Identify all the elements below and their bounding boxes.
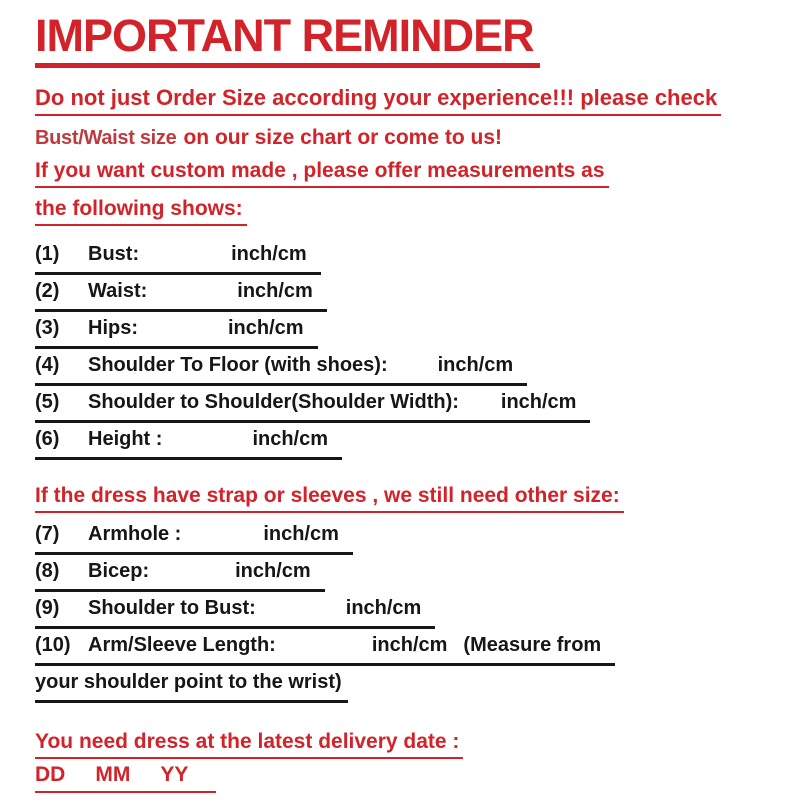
measurement-row-shoulder-width (35, 391, 772, 423)
size-chart-note (35, 126, 772, 153)
measurement-label: Armhole : (88, 523, 182, 546)
measurement-number: (9) (35, 597, 60, 620)
measurement-label: Bicep: (88, 560, 150, 583)
delivery-date-fields (35, 763, 772, 793)
custom-made-text-1: If you want custom made , please offer measurements as (35, 159, 609, 188)
measurement-number: (4) (35, 353, 60, 376)
measurement-number: (3) (35, 316, 60, 339)
measurement-unit: inch/cm (500, 390, 577, 413)
measurement-label: Hips: (88, 316, 138, 339)
order-size-warning-text: Do not just Order Size according your experience!!! please check (35, 85, 721, 115)
measurement-row-bust (35, 243, 772, 275)
measurement-list-basic (35, 243, 772, 460)
measurement-row-height (35, 428, 772, 460)
measurement-row-bicep (35, 560, 772, 592)
strap-sleeves-text: If the dress have strap or sleeves , we still need other size: (35, 484, 624, 513)
measurement-number: (5) (35, 390, 60, 413)
measurement-label: Bust: (88, 242, 140, 265)
measurement-number: (7) (35, 523, 60, 546)
page-title: IMPORTANT REMINDER (35, 12, 540, 68)
measurement-unit: inch/cm (345, 597, 422, 620)
measurement-unit: inch/cm (235, 560, 311, 583)
measurement-unit: inch/cm (263, 523, 339, 546)
delivery-date-text: You need dress at the latest delivery date : (35, 730, 463, 759)
measurement-row-waist (35, 280, 772, 312)
measurement-label: Shoulder to Bust: (88, 597, 256, 620)
date-year-placeholder: YY (160, 763, 189, 787)
measurement-row-sleeve-length-continuation (35, 671, 772, 703)
measurement-number: (2) (35, 279, 60, 302)
measurement-unit: inch/cm (252, 427, 329, 450)
measurement-row-shoulder-to-floor (35, 354, 772, 386)
date-day-placeholder: DD (35, 763, 66, 787)
measurement-row-sleeve-length (35, 634, 772, 666)
measurement-row-armhole (35, 523, 772, 555)
measurement-unit: inch/cm (228, 316, 304, 339)
measurement-label: Shoulder To Floor (with shoes): (88, 353, 388, 376)
measurement-unit: inch/cm (371, 634, 448, 657)
custom-made-text-2: the following shows: (35, 197, 247, 226)
date-month-placeholder: MM (95, 763, 131, 787)
size-chart-emphasis: Bust/Waist size (35, 126, 177, 149)
strap-sleeves-heading (35, 484, 772, 513)
measurement-row-shoulder-to-bust (35, 597, 772, 629)
measurement-label: Shoulder to Shoulder(Shoulder Width): (88, 390, 459, 413)
custom-made-heading-line2 (35, 197, 772, 226)
measurement-unit: inch/cm (231, 242, 307, 265)
measurement-label: Waist: (88, 279, 148, 302)
title-block (35, 12, 772, 68)
measurement-number: (8) (35, 560, 60, 583)
delivery-date-heading (35, 730, 772, 759)
measure-hint-continuation: your shoulder point to the wrist) (35, 671, 342, 694)
measurement-number: (1) (35, 242, 60, 265)
custom-made-heading-line1 (35, 159, 772, 188)
measurement-label: Height : (88, 427, 163, 450)
measurement-row-hips (35, 317, 772, 349)
size-chart-rest: on our size chart or come to us! (183, 125, 503, 149)
measurement-label: Arm/Sleeve Length: (88, 634, 276, 657)
measurement-list-sleeves (35, 523, 772, 703)
measurement-number: (6) (35, 427, 60, 450)
measure-hint-start: (Measure from (463, 634, 602, 657)
measurement-unit: inch/cm (437, 353, 514, 376)
order-size-warning (35, 85, 772, 115)
measurement-unit: inch/cm (237, 279, 313, 302)
measurement-number: (10) (35, 634, 71, 657)
